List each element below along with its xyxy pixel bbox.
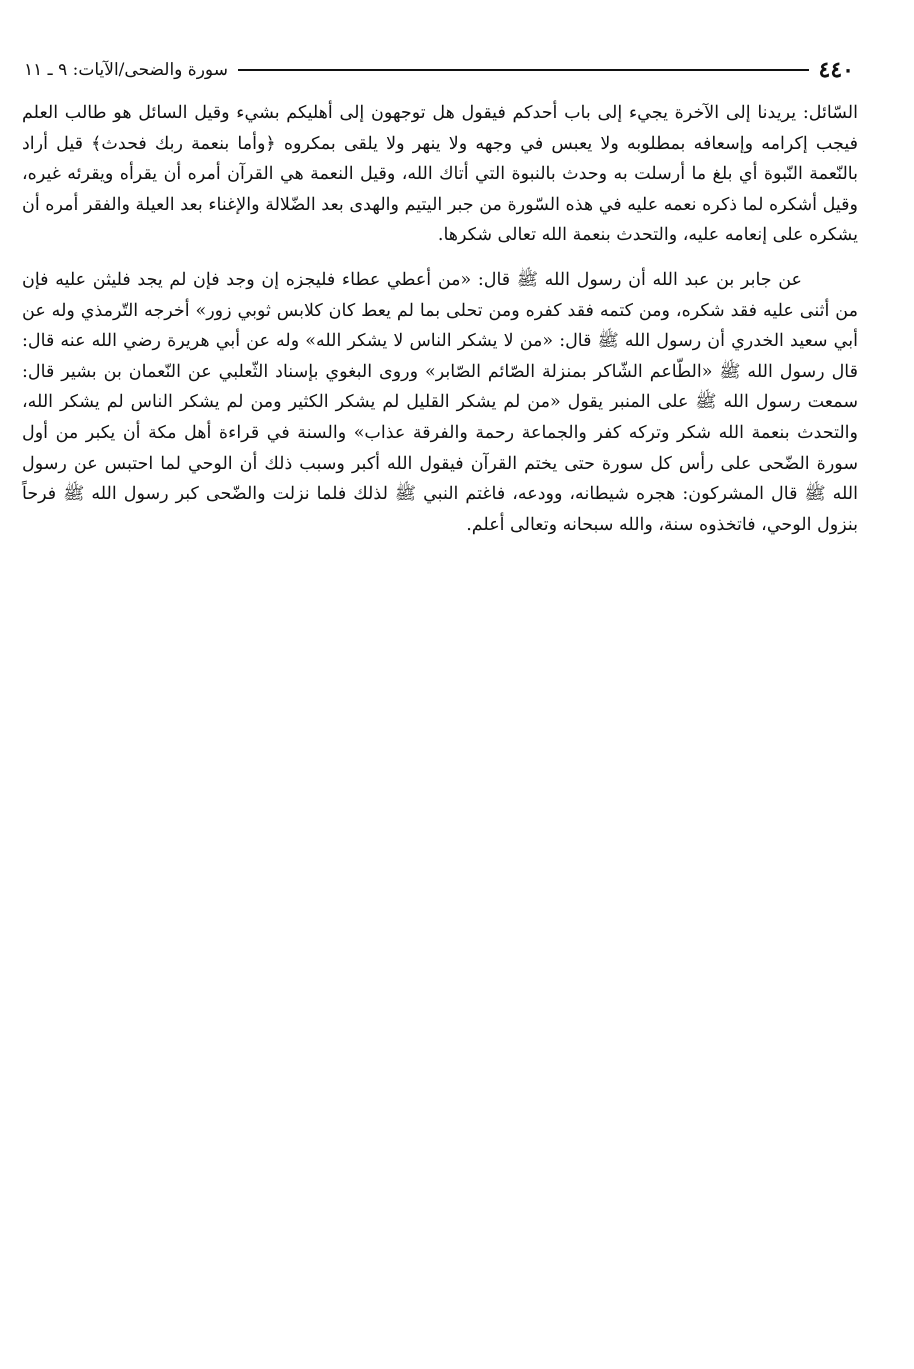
page-number: ٤٤٠ [818,57,854,83]
paragraph-1: السّائل: يريدنا إلى الآخرة يجيء إلى باب أحدكم فيقول هل توجهون إلى أهليكم بشيء وقيل السائل هو طالب العلم فيجب إكرامه وإسعافه بمطلوبه ولا يعبس في وجهه ولا ينهر ولا يلقى بمكروه ﴿وأما بنعمة ربك فحدث﴾ قيل أراد بالنّعمة النّبوة أي بلغ ما أرسلت به وحدث بالنبوة التي أتاك الله، وقيل النعمة هي القرآن أمره أن يقرأه ويقرئه غيره، وقيل أشكره لما ذكره نعمه عليه في هذه السّورة من جبر اليتيم والهدى بعد الضّلالة والإغناء بعد العيلة والفقر أمره أن يشكره على إنعامه عليه، والتحدث بنعمة الله تعالى شكرها. [22,103,858,246]
page-header [24,52,854,88]
running-title: سورة والضحى/الآيات: ٩ ـ ١١ [24,60,228,80]
body-text [22,98,858,540]
header-rule [238,69,809,71]
paragraph-2: عن جابر بن عبد الله أن رسول الله ﷺ قال: «من أعطي عطاء فليجزه إن وجد فإن لم يجد فليثن عليه فإن من أثنى عليه فقد شكره، ومن كتمه فقد كفره ومن تحلى بما لم يعط كان كلابس ثوبي زور» أخرجه التّرمذي وله عن أبي سعيد الخدري أن رسول الله ﷺ قال: «من لا يشكر الناس لا يشكر الله» وله عن أبي هريرة رضي الله عنه قال: قال رسول الله ﷺ «الطّاعم الشّاكر بمنزلة الصّائم الصّابر» وروى البغوي بإسناد الثّعلبي عن النّعمان بن بشير قال: سمعت رسول الله ﷺ على المنبر يقول «من لم يشكر القليل لم يشكر الكثير ومن لم يشكر الناس لم يشكر الله، والتحدث بنعمة الله شكر وتركه كفر والجماعة رحمة والفرقة عذاب» والسنة في قراءة أهل مكة أن يكبر من أول سورة الضّحى على رأس كل سورة حتى يختم القرآن فيقول الله أكبر وسبب ذلك أن الوحي لما احتبس عن رسول الله ﷺ قال المشركون: هجره شيطانه، وودعه، فاغتم النبي ﷺ لذلك فلما نزلت والضّحى كبر رسول الله ﷺ فرحاً بنزول الوحي، فاتخذوه سنة، والله سبحانه وتعالى أعلم. [22,269,858,535]
